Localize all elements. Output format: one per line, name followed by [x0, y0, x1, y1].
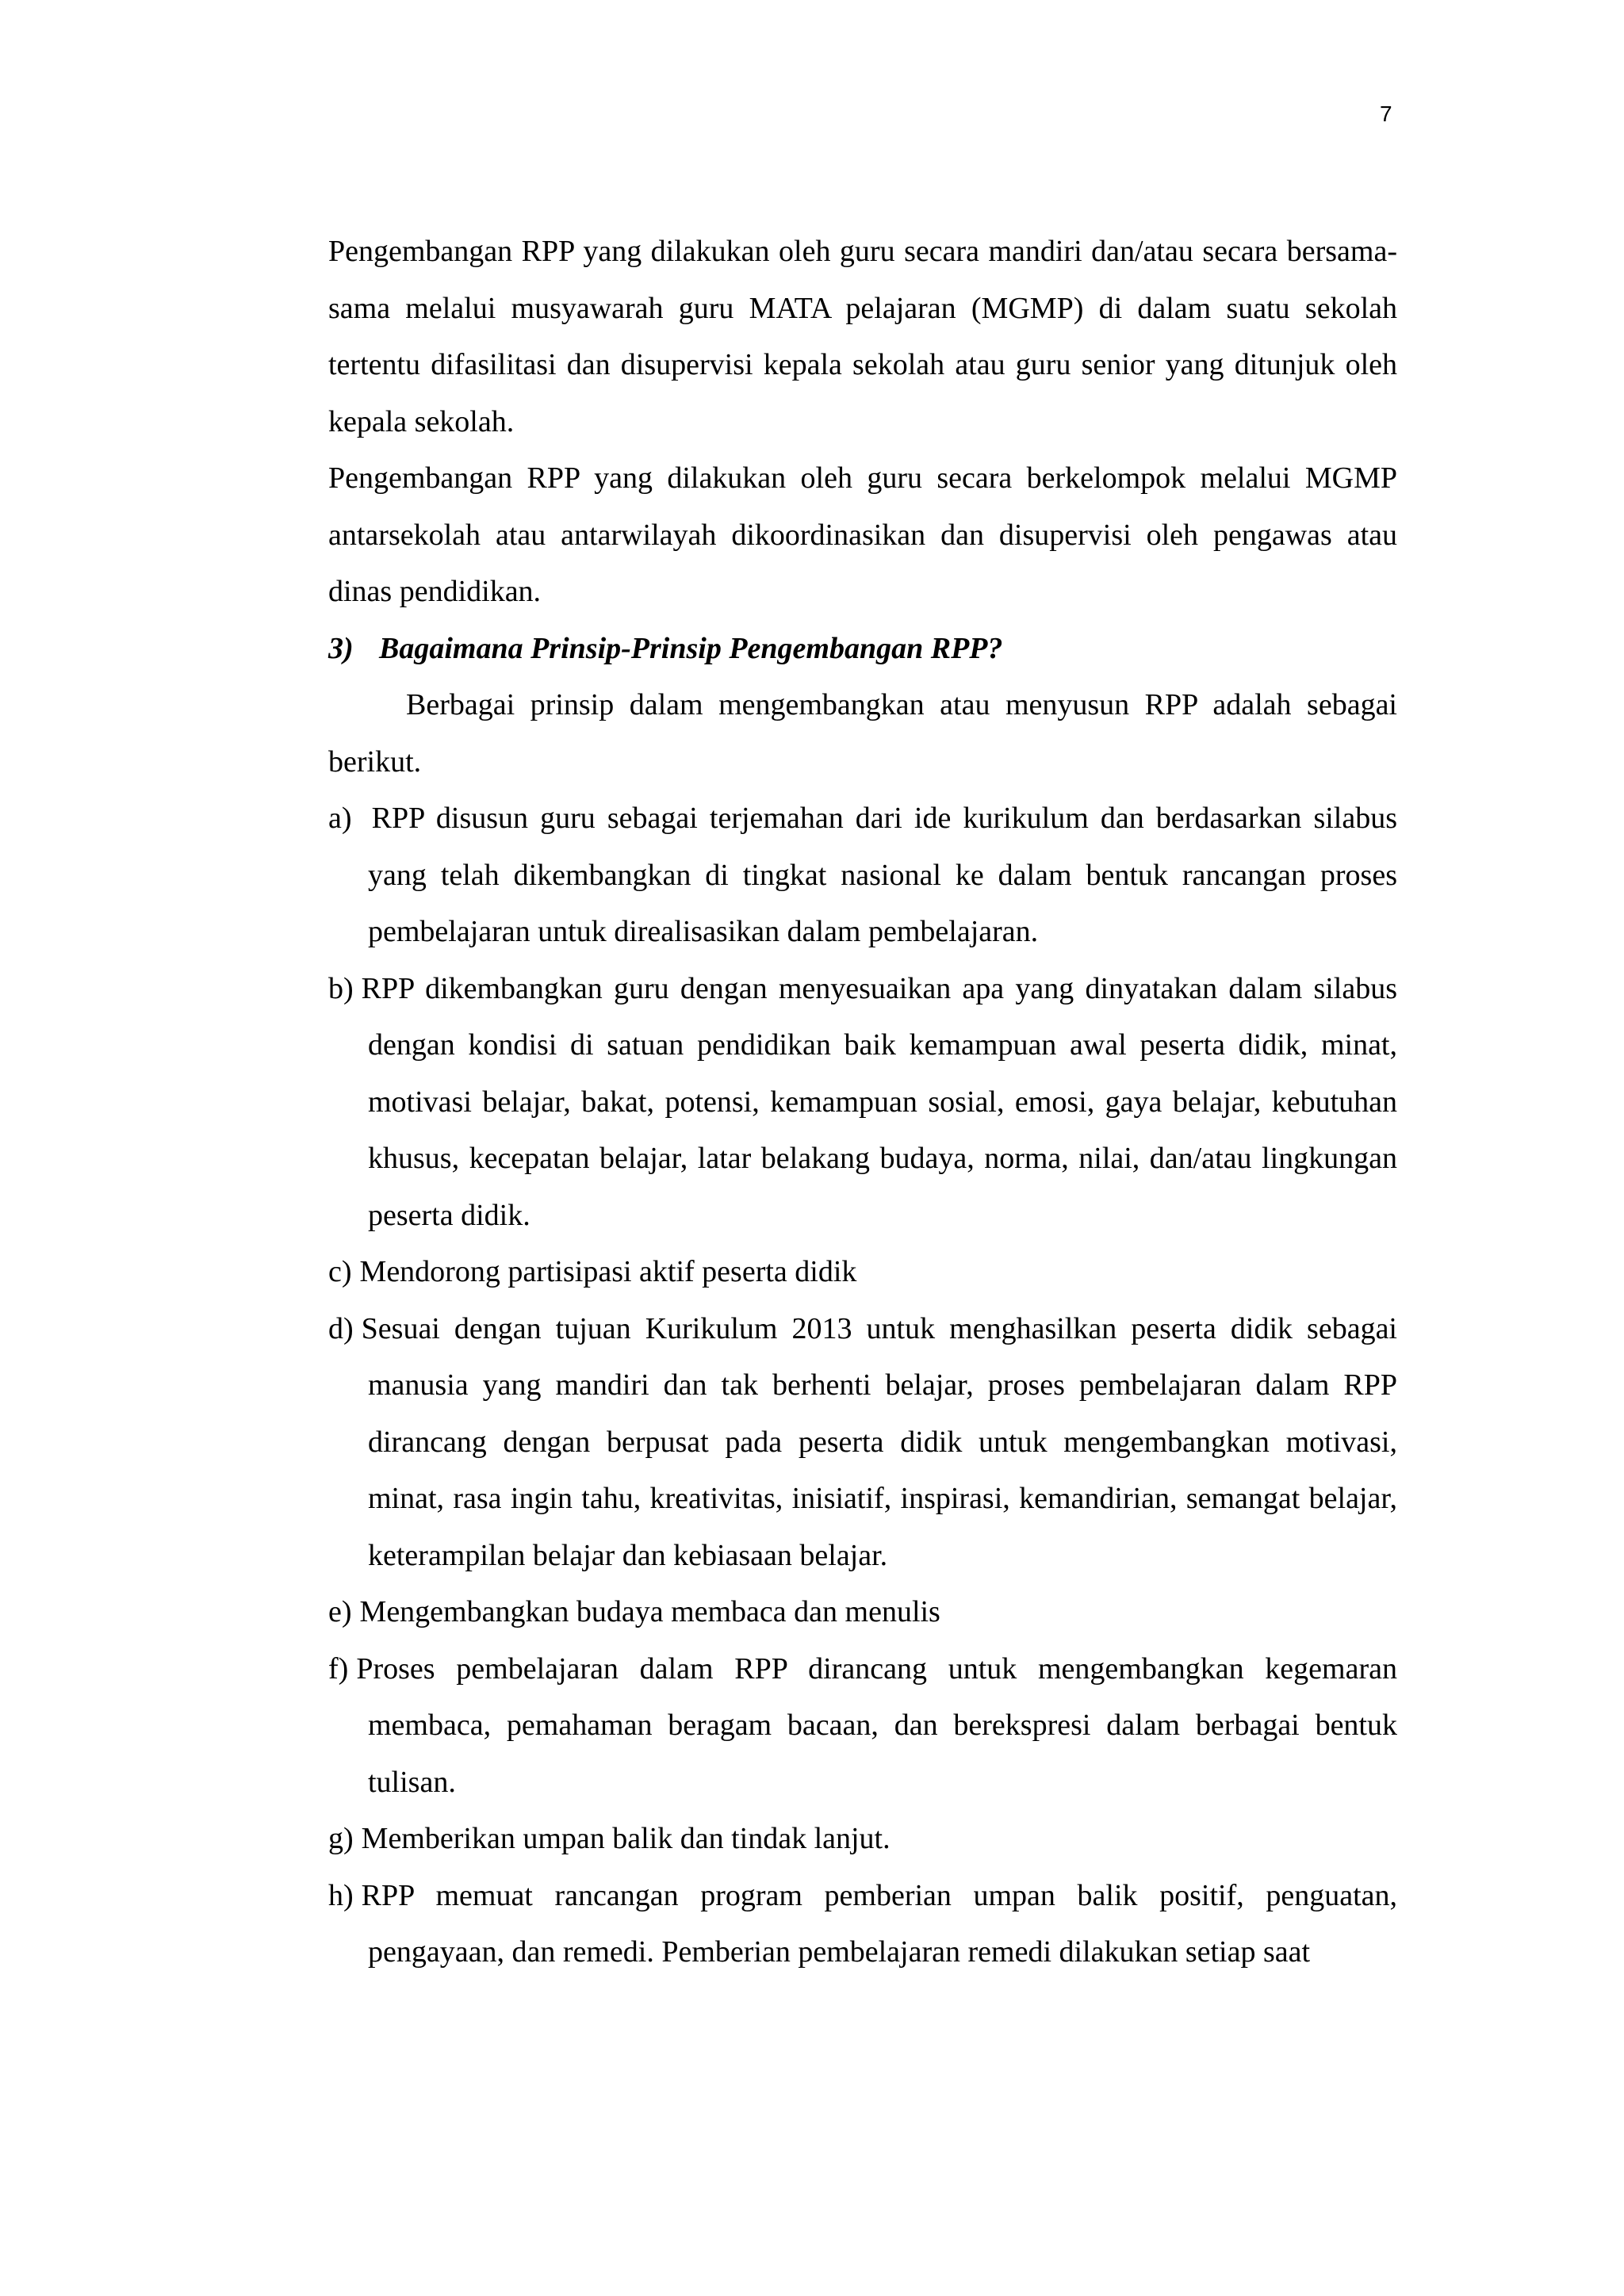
list-item-marker: b): [328, 971, 354, 1005]
page-number: 7: [1380, 101, 1392, 126]
list-item: [328, 1584, 1397, 1641]
list-item-marker: h): [328, 1878, 354, 1912]
section-heading-number: 3): [328, 631, 354, 665]
list-item-text: Mendorong partisipasi aktif peserta didik: [359, 1255, 857, 1288]
list-item-text: Sesuai dengan tujuan Kurikulum 2013 untuk menghasilkan peserta didik sebagai manusia yang mandiri dan tak berhenti belajar, proses pembelajaran dalam RPP dirancang dengan berpusat pada peserta didik untuk mengembangkan motivasi, minat, rasa ingin tahu, kreativitas, inisiatif, inspirasi, kemandirian, semangat belajar, keterampilan belajar dan kebiasaan belajar.: [361, 1311, 1397, 1572]
list-item-marker: a): [328, 802, 352, 835]
list-item: [328, 1811, 1397, 1868]
list-item: [328, 790, 1397, 961]
list-item-marker: e): [328, 1595, 352, 1628]
paragraph-berkelompok: Pengembangan RPP yang dilakukan oleh guru secara berkelompok melalui MGMP antarsekolah atau antarwilayah dikoordinasikan dan disupervisi oleh pengawas atau dinas pendidikan.: [328, 461, 1397, 608]
list-item-marker: d): [328, 1311, 354, 1345]
list-item-marker: f): [328, 1651, 349, 1686]
list-item-text: RPP memuat rancangan program pemberian umpan balik positif, penguatan, pengayaan, dan remedi. Pemberian pembelajaran remedi dilakukan setiap saat: [361, 1878, 1397, 1969]
list-item-marker: c): [328, 1255, 352, 1288]
intro-paragraph: Berbagai prinsip dalam mengembangkan atau menyusun RPP adalah sebagai berikut.: [328, 688, 1397, 779]
list-item: [328, 1641, 1397, 1812]
paragraph-mandiri: Pengembangan RPP yang dilakukan oleh guru secara mandiri dan/atau secara bersama-sama melalui musyawarah guru MATA pelajaran (MGMP) di dalam suatu sekolah tertentu difasilitasi dan disupervisi kepala sekolah atau guru senior yang ditunjuk oleh kepala sekolah.: [328, 235, 1397, 438]
list-item: [328, 1868, 1397, 1981]
section-heading: [328, 621, 1397, 678]
list-item: [328, 961, 1397, 1245]
list-item-text: Proses pembelajaran dalam RPP dirancang untuk mengembangkan kegemaran membaca, pemahaman beragam bacaan, dan berekspresi dalam berbagai bentuk tulisan.: [356, 1651, 1397, 1799]
list-item-text: RPP dikembangkan guru dengan menyesuaikan apa yang dinyatakan dalam silabus dengan kondisi di satuan pendidikan baik kemampuan awal peserta didik, minat, motivasi belajar, bakat, potensi, kemampuan sosial, emosi, gaya belajar, kebutuhan khusus, kecepatan belajar, latar belakang budaya, norma, nilai, dan/atau lingkungan peserta didik.: [361, 971, 1397, 1232]
list-item: [328, 1244, 1397, 1301]
list-item-text: Memberikan umpan balik dan tindak lanjut.: [361, 1822, 891, 1855]
document-body: [328, 224, 1397, 1981]
list-item-text: Mengembangkan budaya membaca dan menulis: [359, 1595, 940, 1628]
list-item: [328, 1301, 1397, 1585]
list-item-text: RPP disusun guru sebagai terjemahan dari ide kurikulum dan berdasarkan silabus yang telah dikembangkan di tingkat nasional ke dalam bentuk rancangan proses pembelajaran untuk direalisasikan dalam pembelajaran.: [368, 802, 1398, 948]
list-item-marker: g): [328, 1822, 354, 1855]
section-heading-text: Bagaimana Prinsip-Prinsip Pengembangan RPP?: [379, 631, 1003, 665]
